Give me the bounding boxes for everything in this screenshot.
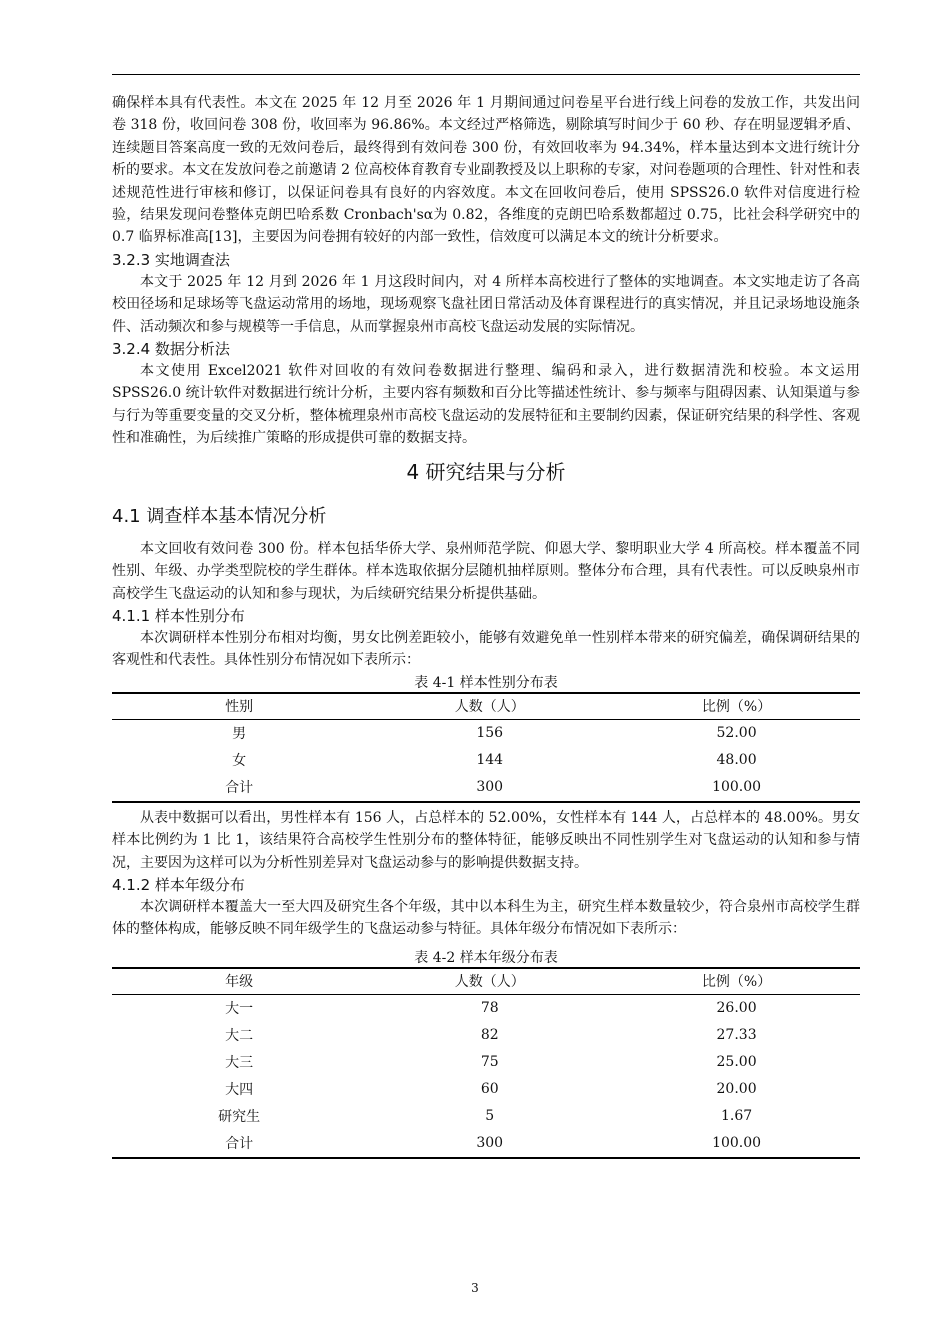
table-cell: 25.00	[716, 1053, 757, 1070]
heading-3-2-3: 3.2.3 实地调查法	[112, 250, 230, 269]
table-cell: 大二	[225, 1027, 254, 1044]
paragraph-gender-intro: 本次调研样本性别分布相对均衡，男女比例差距较小，能够有效避免单一性别样本带来的研究偏差，确保调研结果的客观性和代表性。具体性别分布情况如下表所示：	[112, 629, 860, 669]
table-header-row	[112, 693, 860, 720]
table-cell: 合计	[112, 1130, 366, 1158]
heading-3-2-4: 3.2.4 数据分析法	[112, 340, 230, 359]
table-cell: 100.00	[613, 1130, 860, 1158]
table-cell: 82	[480, 1026, 499, 1043]
table-row	[112, 1103, 860, 1130]
table-cell: 60	[480, 1080, 499, 1097]
table-cell: 75	[480, 1053, 499, 1070]
column-header: 比例（%）	[613, 968, 860, 995]
table-cell: 男	[232, 725, 247, 742]
table-header-row	[112, 968, 860, 995]
table-cell: 1.67	[720, 1107, 753, 1124]
table-row	[112, 1130, 860, 1158]
table-row	[112, 719, 860, 747]
chapter-4-title: 4 研究结果与分析	[406, 459, 566, 484]
table-gender-distribution	[112, 692, 860, 803]
column-header: 人数（人）	[366, 693, 613, 720]
paragraph-questionnaire-distribution: 确保样本具有代表性。本文在 2025 年 12 月至 2026 年 1 月期间通过问卷星平台进行线上问卷的发放工作，共发出问卷 318 份，收回问卷 308 份，收回率为 96.86%。本文经过严格筛选，剔除填写时间少于 60 秒、存在明显逻辑矛盾、连续题目答案高度一致的无效问卷后，最终得到有效问卷 300 份，有效回收率为 94.34%，样本量达到本文进行统计分析的要求。本文在发放问卷之前邀请 2 位高校体育教育专业副教授及以上职称的专家，对问卷题项的合理性、针对性和表述规范性进行审核和修订，以保证问卷具有良好的内容效度。本文在回收问卷后，使用 SPSS26.0 软件对信度进行检验，结果发现问卷整体克朗巴哈系数 Cronbach'sα为 0.82，各维度的克朗巴哈系数都超过 0.75，比社会科学研究中的 0.7 临界标准高[13]，主要因为问卷拥有较好的内部一致性，信效度可以满足本文的统计分析要求。	[112, 95, 860, 246]
table-row	[112, 1022, 860, 1049]
table-cell: 26.00	[716, 999, 757, 1016]
table-row	[112, 774, 860, 802]
table-cell: 27.33	[716, 1026, 757, 1043]
paragraph-field-survey: 本文于 2025 年 12 月到 2026 年 1 月这段时间内，对 4 所样本高校进行了整体的实地调查。本文实地走访了各高校田径场和足球场等飞盘运动常用的场地，现场观察飞盘社团日常活动及体育课程进行的真实情况，并且记录场地设施条件、活动频次和参与规模等一手信息，从而掌握泉州市高校飞盘运动发展的实际情况。	[112, 273, 860, 335]
table-cell: 大一	[225, 1000, 254, 1017]
table-cell: 78	[480, 999, 499, 1016]
table-4-2-caption: 表 4-2 样本年级分布表	[414, 949, 558, 966]
column-header: 人数（人）	[366, 968, 613, 995]
heading-4-1-2: 4.1.2 样本年级分布	[112, 875, 245, 894]
table-cell: 大四	[225, 1081, 254, 1098]
table-cell: 300	[366, 774, 613, 802]
table-cell: 48.00	[716, 751, 757, 768]
table-cell: 研究生	[218, 1108, 261, 1125]
table-cell: 300	[366, 1130, 613, 1158]
heading-4-1: 4.1 调查样本基本情况分析	[112, 505, 327, 527]
table-cell: 5	[485, 1107, 495, 1124]
table-row	[112, 1076, 860, 1103]
table-cell: 156	[476, 724, 504, 741]
page-number: 3	[471, 1281, 479, 1295]
table-cell: 20.00	[716, 1080, 757, 1097]
column-header: 性别	[112, 693, 366, 720]
table-row	[112, 994, 860, 1022]
table-grade-distribution	[112, 967, 860, 1159]
column-header: 比例（%）	[613, 693, 860, 720]
table-row	[112, 1049, 860, 1076]
table-cell: 大三	[225, 1054, 254, 1071]
heading-4-1-1: 4.1.1 样本性别分布	[112, 606, 245, 625]
paragraph-gender-analysis: 从表中数据可以看出，男性样本有 156 人，占总样本的 52.00%，女性样本有 144 人，占总样本的 48.00%。男女样本比例约为 1 比 1，该结果符合高校学生性别分布的整体特征，能够反映出不同性别学生对飞盘运动的认知和参与情况，主要因为这样可以为分析性别差异对飞盘运动参与的影响提供数据支持。	[112, 809, 860, 871]
page-content	[112, 92, 860, 1159]
table-cell: 合计	[112, 774, 366, 802]
column-header: 年级	[112, 968, 366, 995]
table-4-1-caption: 表 4-1 样本性别分布表	[414, 674, 558, 691]
header-rule	[112, 74, 860, 75]
paragraph-grade-intro: 本次调研样本覆盖大一至大四及研究生各个年级，其中以本科生为主，研究生样本数量较少，符合泉州市高校学生群体的整体构成，能够反映不同年级学生的飞盘运动参与特征。具体年级分布情况如下表所示：	[112, 898, 860, 938]
table-cell: 100.00	[613, 774, 860, 802]
table-cell: 144	[476, 751, 504, 768]
table-row	[112, 747, 860, 774]
paragraph-sample-overview: 本文回收有效问卷 300 份。样本包括华侨大学、泉州师范学院、仰恩大学、黎明职业大学 4 所高校。样本覆盖不同性别、年级、办学类型院校的学生群体。样本选取依据分层随机抽样原则。整体分布合理，具有代表性。可以反映泉州市高校学生飞盘运动的认知和参与现状，为后续研究结果分析提供基础。	[112, 540, 860, 602]
table-cell: 女	[232, 752, 247, 769]
paragraph-data-analysis: 本文使用 Excel2021 软件对回收的有效问卷数据进行整理、编码和录入，进行数据清洗和校验。本文运用 SPSS26.0 统计软件对数据进行统计分析，主要内容有频数和百分比等描述性统计、参与频率与阻碍因素、认知渠道与参与行为等重要变量的交叉分析，整体梳理泉州市高校飞盘运动的发展特征和主要制约因素，保证研究结果的科学性、客观性和准确性，为后续推广策略的形成提供可靠的数据支持。	[112, 363, 860, 447]
table-cell: 52.00	[716, 724, 757, 741]
